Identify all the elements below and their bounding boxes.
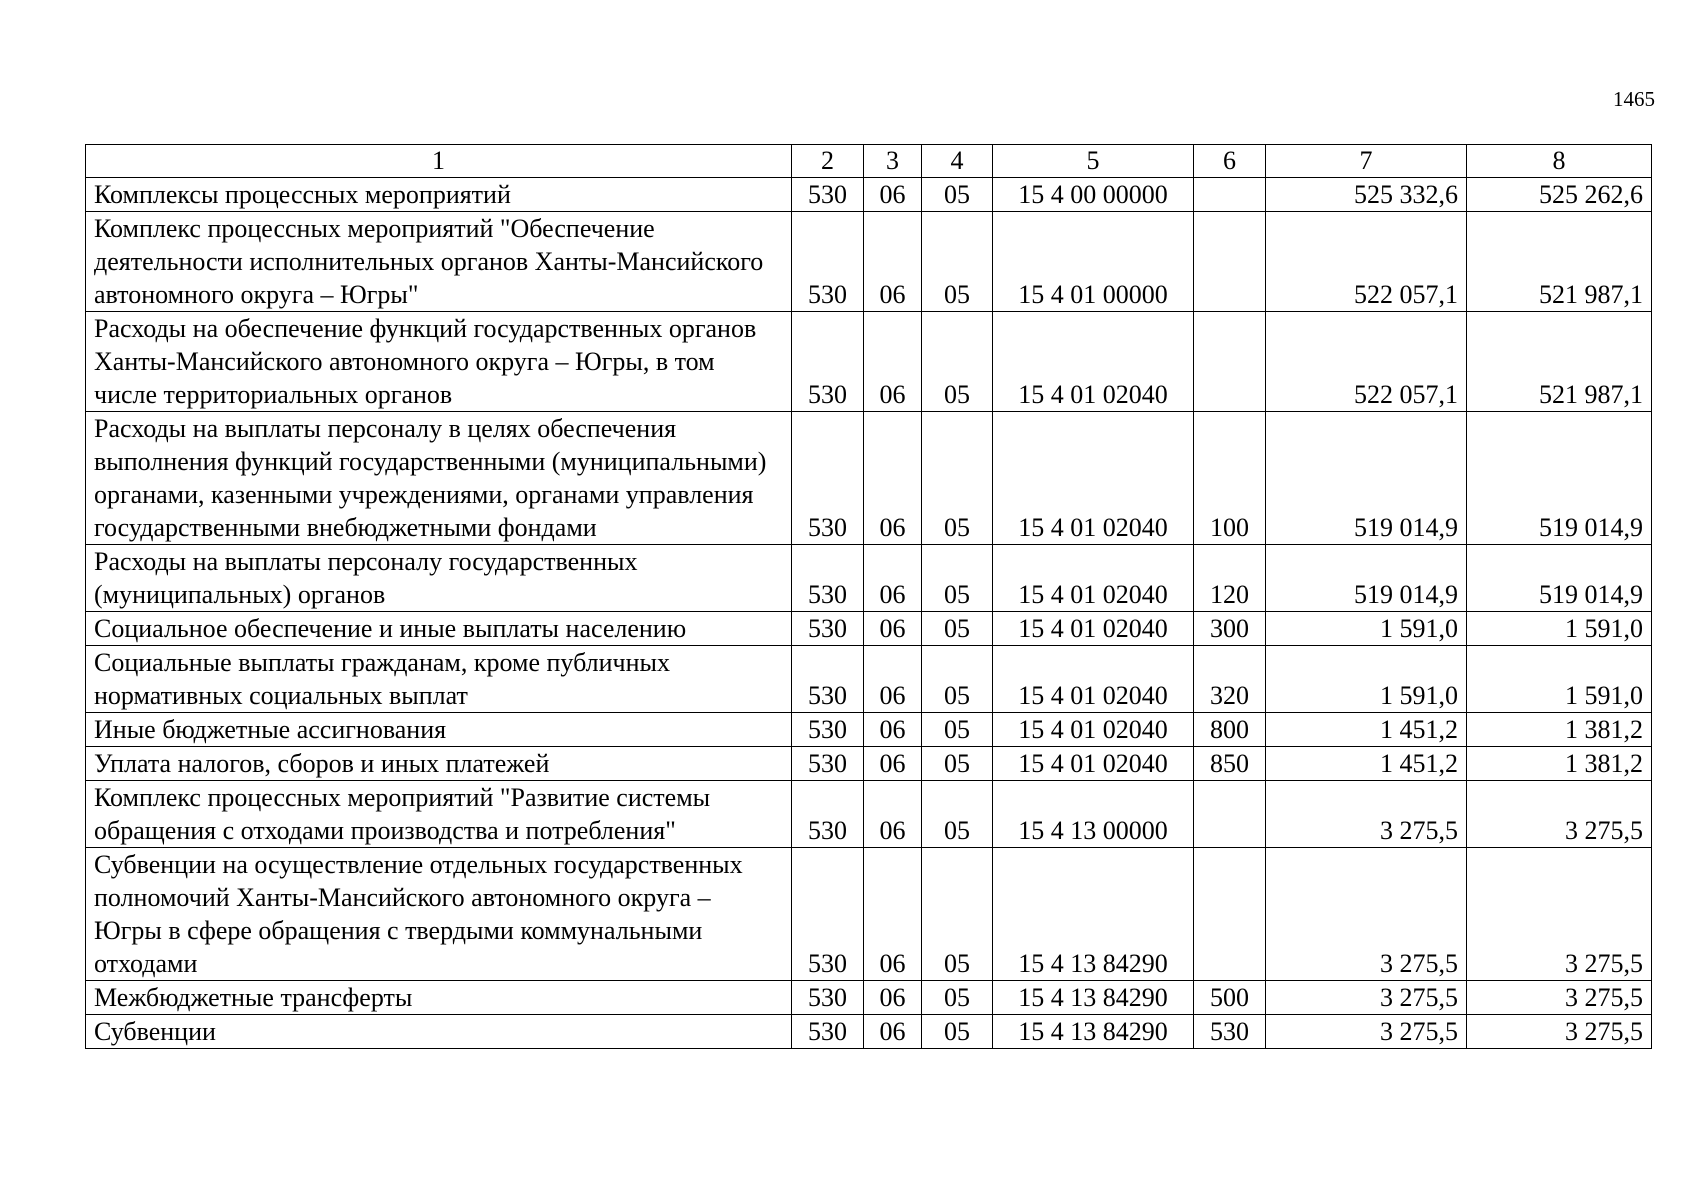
code-cell-5: 15 4 01 02040 xyxy=(993,646,1194,713)
header-cell-7: 7 xyxy=(1266,145,1467,178)
header-cell-4: 4 xyxy=(922,145,993,178)
table-row xyxy=(86,178,1652,212)
table-row xyxy=(86,646,1652,713)
code-cell-6 xyxy=(1194,212,1266,312)
code-cell-5: 15 4 13 84290 xyxy=(993,1015,1194,1049)
header-cell-8: 8 xyxy=(1467,145,1652,178)
code-cell-2: 530 xyxy=(792,747,864,781)
amount-cell-7: 522 057,1 xyxy=(1266,312,1467,412)
header-row xyxy=(86,145,1652,178)
table-row xyxy=(86,1015,1652,1049)
amount-cell-7: 525 332,6 xyxy=(1266,178,1467,212)
code-cell-6 xyxy=(1194,312,1266,412)
code-cell-2: 530 xyxy=(792,1015,864,1049)
item-name-cell: Расходы на выплаты персоналу в целях обеспечения выполнения функций государственными (муниципальными) органами, казенными учреждениями, органами управления государственными внебюджетными фондами xyxy=(86,412,792,545)
header-cell-5: 5 xyxy=(993,145,1194,178)
header-cell-3: 3 xyxy=(864,145,922,178)
amount-cell-8: 1 591,0 xyxy=(1467,646,1652,713)
code-cell-3: 06 xyxy=(864,612,922,646)
code-cell-6: 850 xyxy=(1194,747,1266,781)
code-cell-4: 05 xyxy=(922,545,993,612)
item-name-cell: Расходы на выплаты персоналу государственных (муниципальных) органов xyxy=(86,545,792,612)
header-cell-1: 1 xyxy=(86,145,792,178)
code-cell-5: 15 4 01 02040 xyxy=(993,612,1194,646)
table-row xyxy=(86,212,1652,312)
code-cell-3: 06 xyxy=(864,312,922,412)
code-cell-5: 15 4 01 02040 xyxy=(993,545,1194,612)
amount-cell-8: 1 381,2 xyxy=(1467,713,1652,747)
code-cell-2: 530 xyxy=(792,848,864,981)
amount-cell-7: 3 275,5 xyxy=(1266,848,1467,981)
code-cell-3: 06 xyxy=(864,545,922,612)
code-cell-3: 06 xyxy=(864,178,922,212)
amount-cell-8: 519 014,9 xyxy=(1467,545,1652,612)
item-name-cell: Уплата налогов, сборов и иных платежей xyxy=(86,747,792,781)
amount-cell-8: 1 591,0 xyxy=(1467,612,1652,646)
code-cell-2: 530 xyxy=(792,545,864,612)
table-body xyxy=(86,178,1652,1049)
item-name-cell: Субвенции на осуществление отдельных государственных полномочий Ханты-Мансийского автономного округа – Югры в сфере обращения с твердыми коммунальными отходами xyxy=(86,848,792,981)
code-cell-6 xyxy=(1194,178,1266,212)
code-cell-2: 530 xyxy=(792,312,864,412)
item-name-cell: Комплекс процессных мероприятий "Обеспечение деятельности исполнительных органов Ханты-Мансийского автономного округа – Югры" xyxy=(86,212,792,312)
code-cell-6: 320 xyxy=(1194,646,1266,713)
code-cell-5: 15 4 01 00000 xyxy=(993,212,1194,312)
header-cell-2: 2 xyxy=(792,145,864,178)
item-name-cell: Социальное обеспечение и иные выплаты населению xyxy=(86,612,792,646)
code-cell-3: 06 xyxy=(864,747,922,781)
code-cell-4: 05 xyxy=(922,981,993,1015)
code-cell-6: 100 xyxy=(1194,412,1266,545)
code-cell-6: 120 xyxy=(1194,545,1266,612)
code-cell-4: 05 xyxy=(922,1015,993,1049)
amount-cell-7: 3 275,5 xyxy=(1266,981,1467,1015)
item-name-cell: Комплексы процессных мероприятий xyxy=(86,178,792,212)
code-cell-5: 15 4 01 02040 xyxy=(993,312,1194,412)
amount-cell-7: 1 451,2 xyxy=(1266,747,1467,781)
amount-cell-7: 1 591,0 xyxy=(1266,612,1467,646)
item-name-cell: Иные бюджетные ассигнования xyxy=(86,713,792,747)
code-cell-3: 06 xyxy=(864,1015,922,1049)
code-cell-3: 06 xyxy=(864,848,922,981)
amount-cell-8: 521 987,1 xyxy=(1467,312,1652,412)
table-row xyxy=(86,612,1652,646)
code-cell-4: 05 xyxy=(922,713,993,747)
code-cell-3: 06 xyxy=(864,981,922,1015)
code-cell-3: 06 xyxy=(864,713,922,747)
code-cell-6: 530 xyxy=(1194,1015,1266,1049)
table-row xyxy=(86,412,1652,545)
code-cell-2: 530 xyxy=(792,178,864,212)
code-cell-6: 300 xyxy=(1194,612,1266,646)
code-cell-6: 500 xyxy=(1194,981,1266,1015)
amount-cell-8: 3 275,5 xyxy=(1467,781,1652,848)
table-row xyxy=(86,713,1652,747)
code-cell-4: 05 xyxy=(922,747,993,781)
code-cell-5: 15 4 13 84290 xyxy=(993,848,1194,981)
code-cell-3: 06 xyxy=(864,646,922,713)
item-name-cell: Субвенции xyxy=(86,1015,792,1049)
amount-cell-8: 521 987,1 xyxy=(1467,212,1652,312)
budget-table xyxy=(85,144,1652,1049)
code-cell-4: 05 xyxy=(922,612,993,646)
item-name-cell: Социальные выплаты гражданам, кроме публичных нормативных социальных выплат xyxy=(86,646,792,713)
table-row xyxy=(86,545,1652,612)
amount-cell-7: 519 014,9 xyxy=(1266,545,1467,612)
code-cell-4: 05 xyxy=(922,178,993,212)
code-cell-2: 530 xyxy=(792,781,864,848)
code-cell-2: 530 xyxy=(792,646,864,713)
code-cell-4: 05 xyxy=(922,412,993,545)
page-number: 1465 xyxy=(1613,87,1655,111)
item-name-cell: Расходы на обеспечение функций государственных органов Ханты-Мансийского автономного округа – Югры, в том числе территориальных органов xyxy=(86,312,792,412)
code-cell-5: 15 4 01 02040 xyxy=(993,412,1194,545)
header-cell-6: 6 xyxy=(1194,145,1266,178)
amount-cell-7: 1 451,2 xyxy=(1266,713,1467,747)
code-cell-4: 05 xyxy=(922,212,993,312)
table-row xyxy=(86,747,1652,781)
table-row xyxy=(86,981,1652,1015)
amount-cell-8: 3 275,5 xyxy=(1467,981,1652,1015)
code-cell-2: 530 xyxy=(792,713,864,747)
amount-cell-8: 1 381,2 xyxy=(1467,747,1652,781)
code-cell-3: 06 xyxy=(864,781,922,848)
amount-cell-7: 3 275,5 xyxy=(1266,781,1467,848)
code-cell-6 xyxy=(1194,848,1266,981)
amount-cell-7: 1 591,0 xyxy=(1266,646,1467,713)
item-name-cell: Комплекс процессных мероприятий "Развитие системы обращения с отходами производства и потребления" xyxy=(86,781,792,848)
code-cell-6: 800 xyxy=(1194,713,1266,747)
table-row xyxy=(86,312,1652,412)
amount-cell-8: 519 014,9 xyxy=(1467,412,1652,545)
amount-cell-7: 519 014,9 xyxy=(1266,412,1467,545)
amount-cell-8: 525 262,6 xyxy=(1467,178,1652,212)
code-cell-2: 530 xyxy=(792,981,864,1015)
code-cell-5: 15 4 00 00000 xyxy=(993,178,1194,212)
table-row xyxy=(86,781,1652,848)
code-cell-6 xyxy=(1194,781,1266,848)
code-cell-2: 530 xyxy=(792,412,864,545)
item-name-cell: Межбюджетные трансферты xyxy=(86,981,792,1015)
amount-cell-7: 3 275,5 xyxy=(1266,1015,1467,1049)
code-cell-4: 05 xyxy=(922,848,993,981)
amount-cell-7: 522 057,1 xyxy=(1266,212,1467,312)
code-cell-2: 530 xyxy=(792,612,864,646)
amount-cell-8: 3 275,5 xyxy=(1467,1015,1652,1049)
code-cell-5: 15 4 13 84290 xyxy=(993,981,1194,1015)
code-cell-4: 05 xyxy=(922,312,993,412)
amount-cell-8: 3 275,5 xyxy=(1467,848,1652,981)
code-cell-4: 05 xyxy=(922,781,993,848)
code-cell-2: 530 xyxy=(792,212,864,312)
code-cell-4: 05 xyxy=(922,646,993,713)
code-cell-3: 06 xyxy=(864,212,922,312)
code-cell-5: 15 4 01 02040 xyxy=(993,713,1194,747)
code-cell-5: 15 4 01 02040 xyxy=(993,747,1194,781)
table-row xyxy=(86,848,1652,981)
code-cell-3: 06 xyxy=(864,412,922,545)
code-cell-5: 15 4 13 00000 xyxy=(993,781,1194,848)
